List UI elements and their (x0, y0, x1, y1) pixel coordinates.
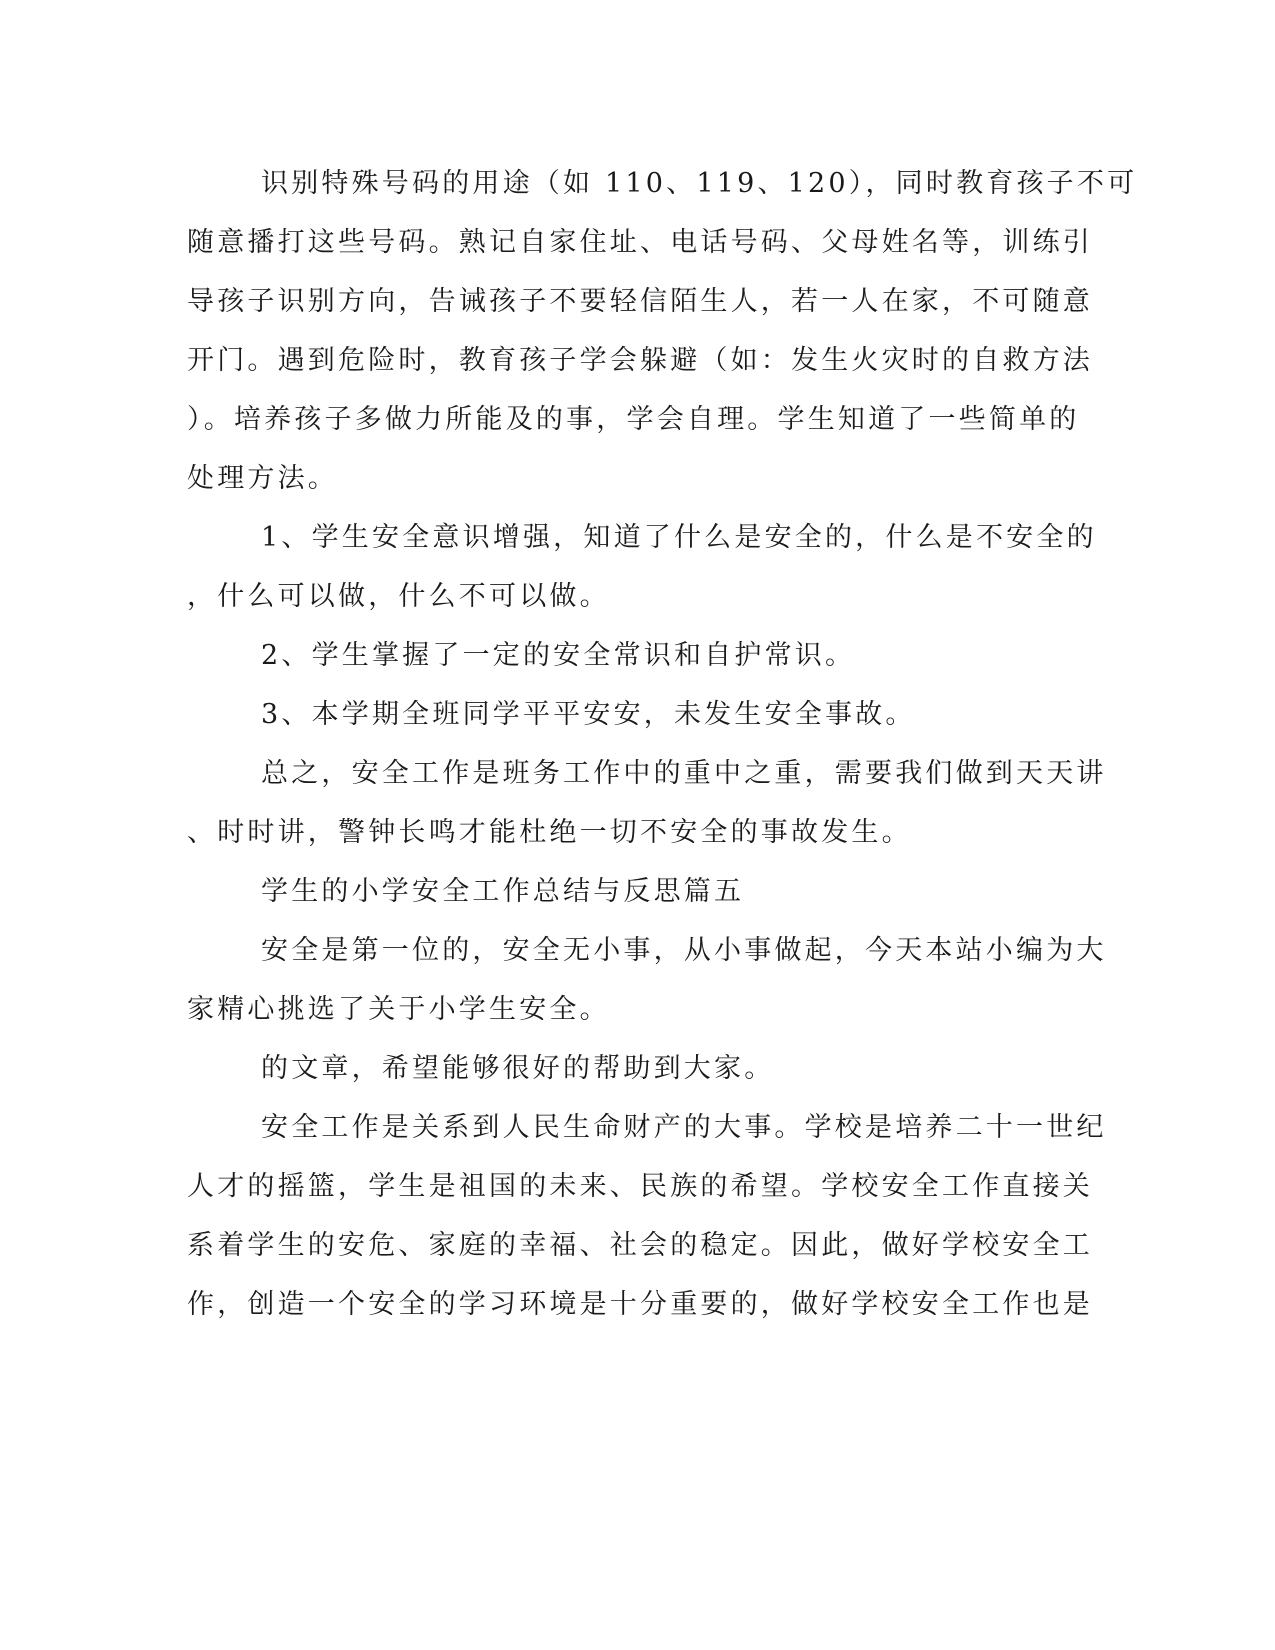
text-line: ）。培养孩子多做力所能及的事，学会自理。学生知道了一些简单的 (187, 404, 1080, 435)
text-line: ，什么可以做，什么不可以做。 (187, 581, 610, 612)
section-heading: 学生的小学安全工作总结与反思篇五 (261, 876, 745, 907)
text-line: 家精心挑选了关于小学生安全。 (187, 994, 610, 1025)
text-line: 作，创造一个安全的学习环境是十分重要的，做好学校安全工作也是 (187, 1289, 1093, 1320)
text-line: 1、学生安全意识增强，知道了什么是安全的，什么是不安全的 (261, 522, 1097, 553)
text-line: 、时时讲，警钟长鸣才能杜绝一切不安全的事故发生。 (187, 817, 912, 848)
text-line: 人才的摇篮，学生是祖国的未来、民族的希望。学校安全工作直接关 (187, 1171, 1093, 1202)
text-line: 开门。遇到危险时，教育孩子学会躲避（如：发生火灾时的自救方法 (187, 345, 1093, 376)
text-line: 识别特殊号码的用途（如 110、119、120），同时教育孩子不可 (261, 168, 1138, 199)
text-line: 导孩子识别方向，告诫孩子不要轻信陌生人，若一人在家，不可随意 (187, 286, 1093, 317)
text-line: 安全工作是关系到人民生命财产的大事。学校是培养二十一世纪 (261, 1112, 1107, 1143)
text-line: 系着学生的安危、家庭的幸福、社会的稳定。因此，做好学校安全工 (187, 1230, 1093, 1261)
text-line: 随意播打这些号码。熟记自家住址、电话号码、父母姓名等，训练引 (187, 227, 1093, 258)
text-line: 总之，安全工作是班务工作中的重中之重，需要我们做到天天讲 (261, 758, 1107, 789)
text-line: 3、本学期全班同学平平安安，未发生安全事故。 (261, 699, 916, 730)
text-line: 的文章，希望能够很好的帮助到大家。 (261, 1053, 775, 1084)
text-line: 安全是第一位的，安全无小事，从小事做起，今天本站小编为大 (261, 935, 1107, 966)
text-line: 2、学生掌握了一定的安全常识和自护常识。 (261, 640, 856, 671)
text-line: 处理方法。 (187, 463, 338, 494)
